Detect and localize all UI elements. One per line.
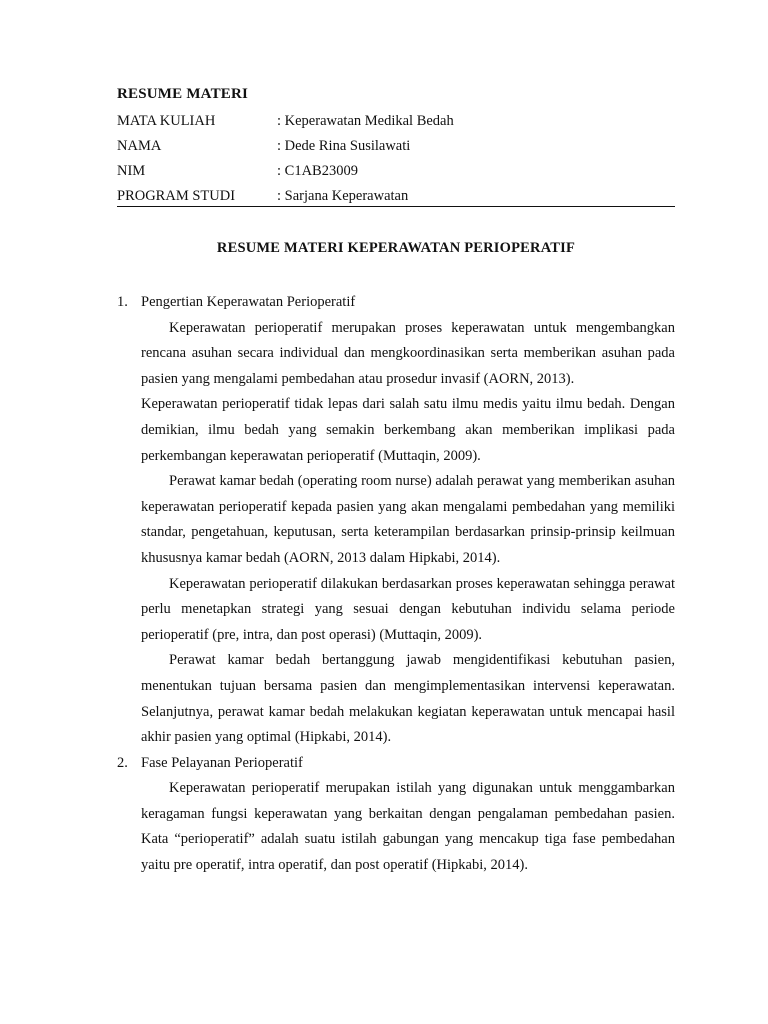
main-title: RESUME MATERI KEPERAWATAN PERIOPERATIF <box>216 240 576 256</box>
info-label: PROGRAM STUDI <box>117 188 236 204</box>
info-label: MATA KULIAH <box>117 113 216 129</box>
info-value: : C1AB23009 <box>277 163 358 179</box>
paragraph: Keperawatan perioperatif tidak lepas dari salah satu ilmu medis yaitu ilmu bedah. Dengan demikian, ilmu bedah yang semakin berkembang akan memberikan implikasi pada perkembangan keperawatan perioperatif (Muttaqin, 2009). <box>141 396 675 464</box>
info-label: NIM <box>117 163 146 179</box>
paragraph: Keperawatan perioperatif dilakukan berdasarkan proses keperawatan sehingga perawat perlu menetapkan strategi yang sesuai dengan kebutuhan individu selama periode perioperatif (pre, intra, dan post operasi) (Muttaqin, 2009). <box>141 575 675 643</box>
document-heading: RESUME MATERI <box>117 86 249 102</box>
paragraph: Keperawatan perioperatif merupakan proses keperawatan untuk mengembangkan rencana asuhan secara individual dan mengkoordinasikan serta memberikan asuhan pada pasien yang mengalami pembedahan atau prosedur invasif (AORN, 2013). <box>141 319 675 387</box>
section-heading-2 <box>117 751 675 777</box>
info-label: NAMA <box>117 138 162 154</box>
section-number: 1. <box>117 294 128 310</box>
paragraph: Perawat kamar bedah bertanggung jawab mengidentifikasi kebutuhan pasien, menentukan tujuan bersama pasien dan mengimplementasikan intervensi keperawatan. Selanjutnya, perawat kamar bedah melakukan kegiatan keperawatan untuk mencapai hasil akhir pasien yang optimal (Hipkabi, 2014). <box>141 652 675 746</box>
section-number: 2. <box>117 754 128 771</box>
document-body <box>117 290 675 879</box>
section-title: Pengertian Keperawatan Perioperatif <box>141 294 356 310</box>
info-row-course <box>117 111 675 136</box>
section-title: Fase Pelayanan Perioperatif <box>141 754 303 771</box>
paragraph: Keperawatan perioperatif merupakan istilah yang digunakan untuk menggambarkan keragaman fungsi keperawatan yang berkaitan dengan pengalaman pembedahan pasien. Kata “perioperatif” adalah suatu istilah gabungan yang mencakup tiga fase pembedahan yaitu pre operatif, intra operatif, dan post operatif (Hipkabi, 2014). <box>141 780 675 874</box>
paragraph: Perawat kamar bedah (operating room nurse) adalah perawat yang memberikan asuhan keperawatan perioperatif kepada pasien yang akan mengalami pembedahan yang memiliki standar, pengetahuan, keputusan, serta keterampilan berdasarkan prinsip-prinsip keilmuan khususnya kamar bedah (AORN, 2013 dalam Hipkabi, 2014). <box>141 473 675 566</box>
info-value: : Sarjana Keperawatan <box>277 188 409 204</box>
info-value: : Dede Rina Susilawati <box>277 138 411 154</box>
info-row-program <box>117 186 675 211</box>
header-divider <box>117 206 675 207</box>
info-row-nim <box>117 161 675 186</box>
info-row-name <box>117 136 675 161</box>
student-info-table <box>117 111 675 211</box>
section-heading-1 <box>117 290 675 316</box>
info-value: : Keperawatan Medikal Bedah <box>277 113 454 129</box>
